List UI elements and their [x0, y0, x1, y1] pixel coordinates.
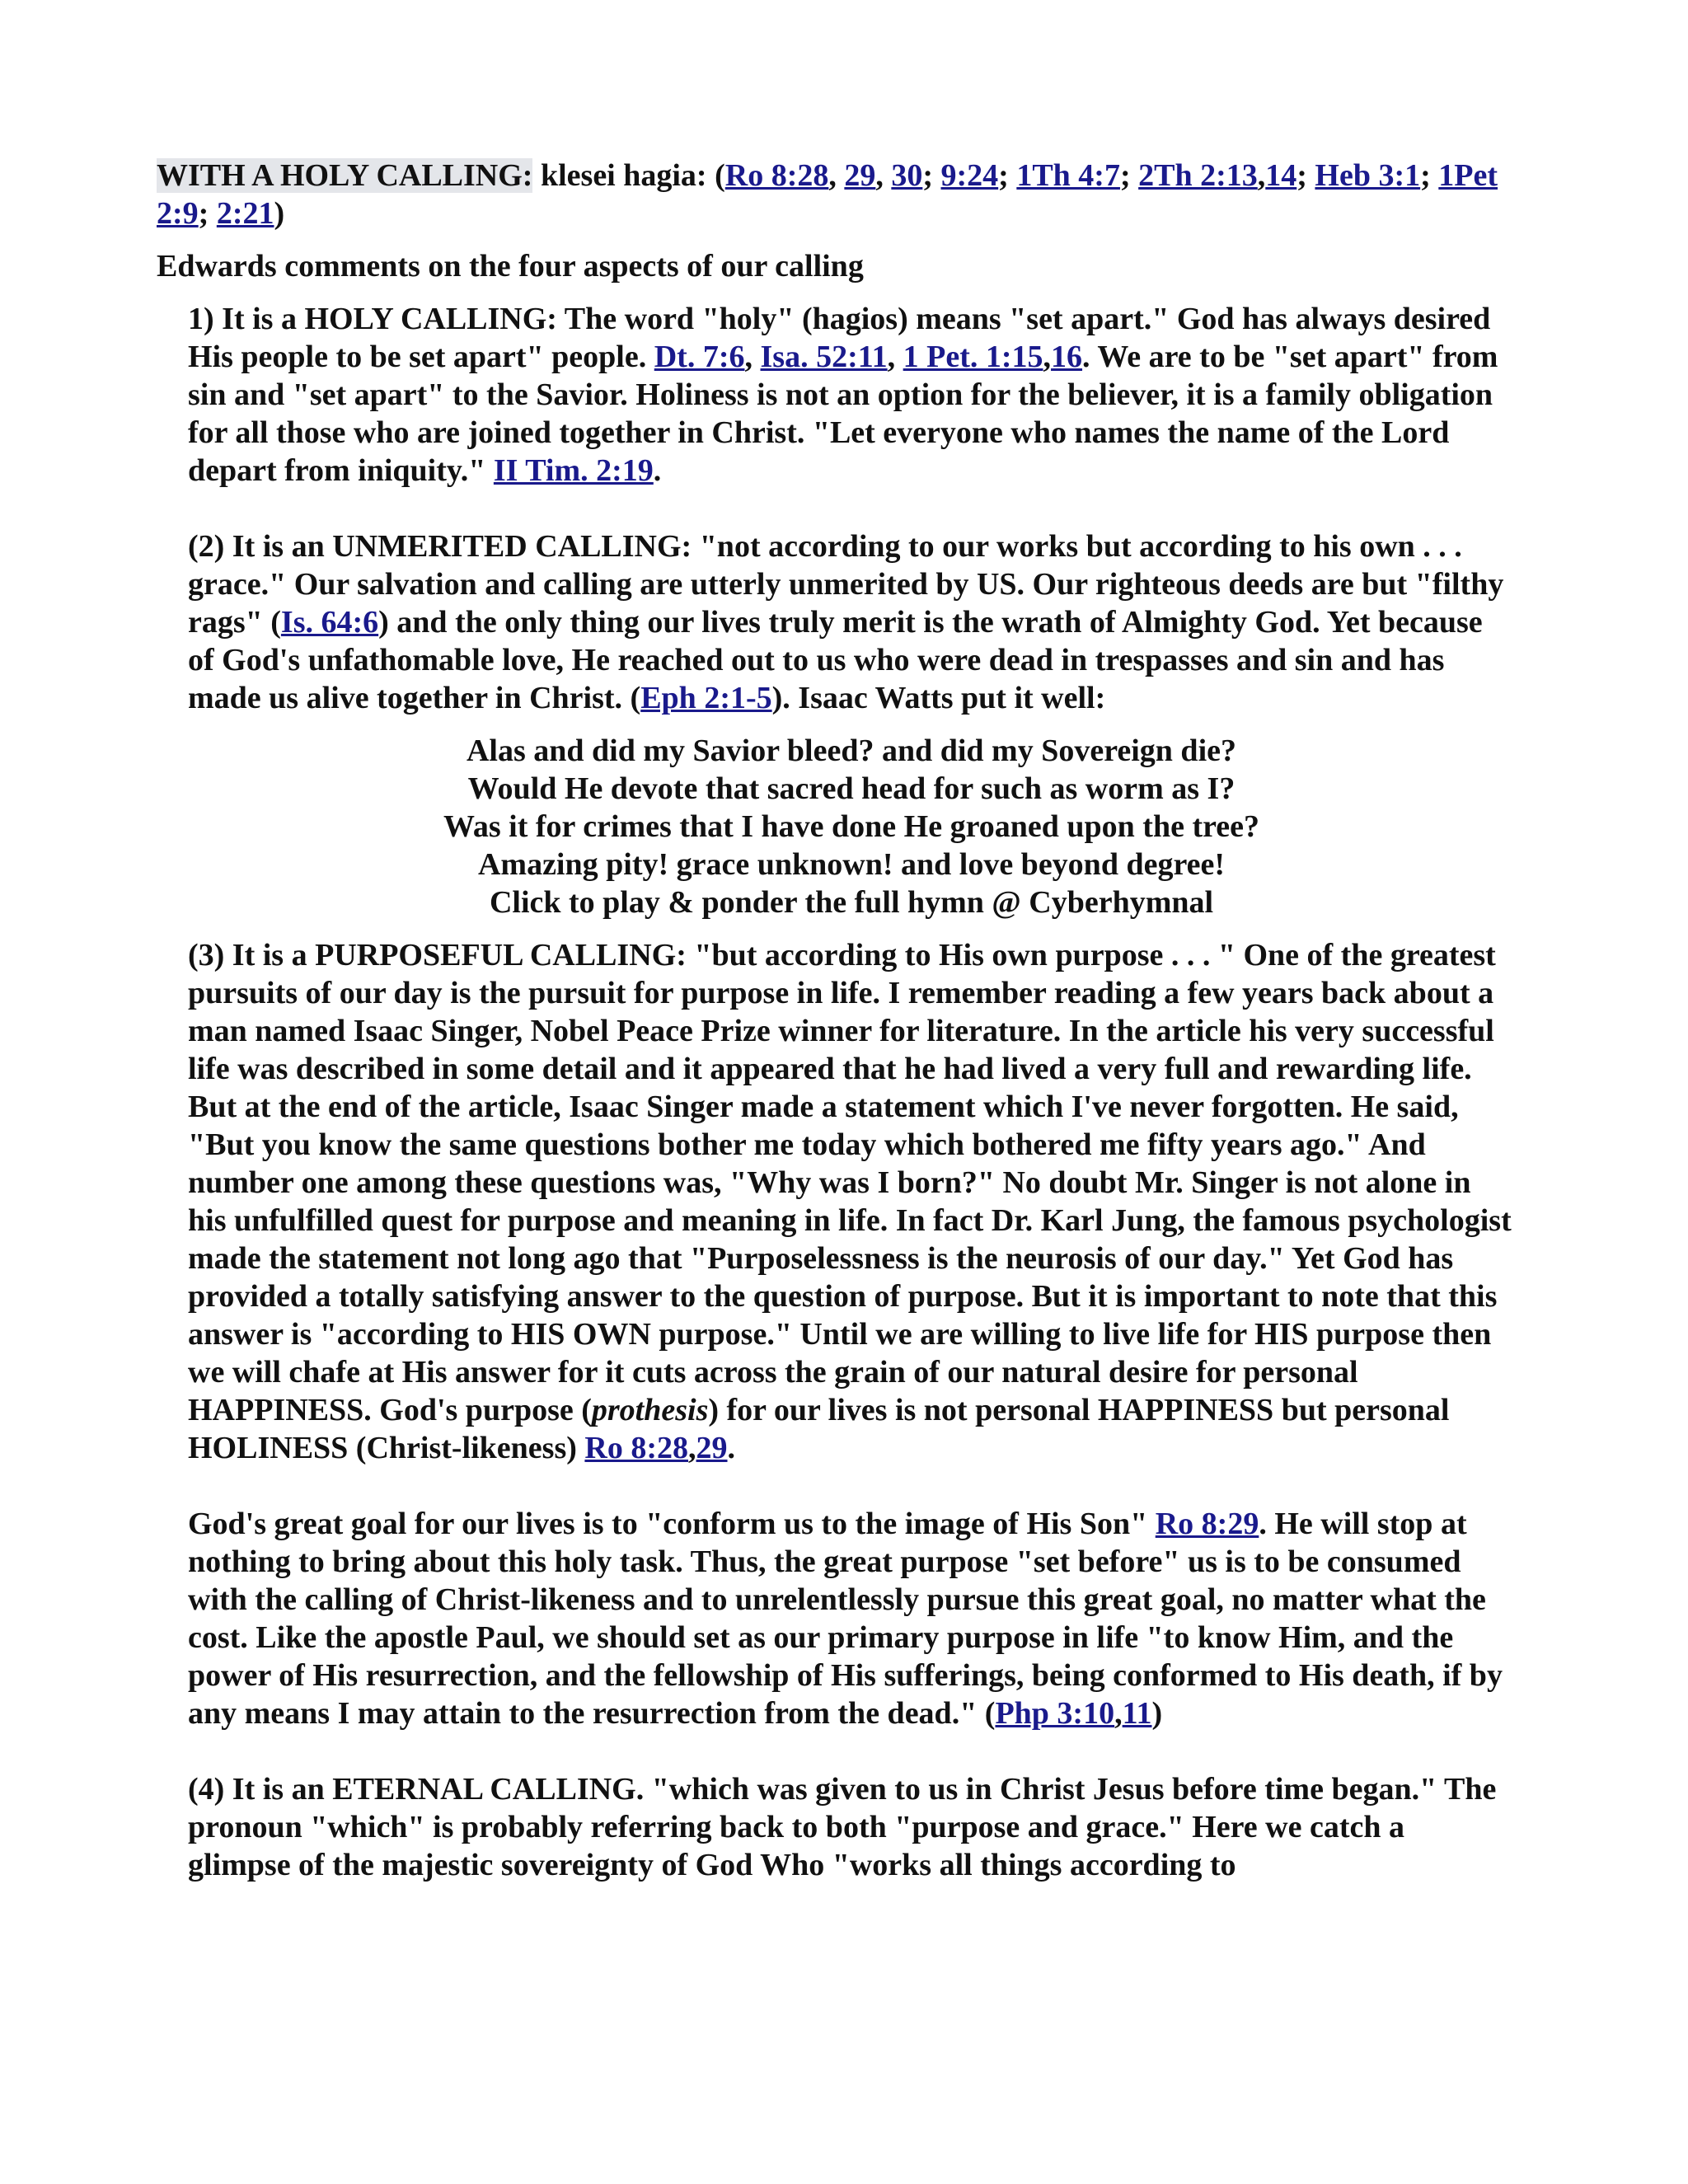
ref-link-ro-8-28[interactable]: Ro 8:28: [724, 158, 829, 193]
paragraph-eternal-calling: [188, 1770, 1515, 1884]
p5-text-1: (4) It is an ETERNAL CALLING. "which was given to us in Christ Jesus before time began." The pronoun "which" is probably referring back to both "purpose and grace." Here we catch a glimpse of the majestic sovereignty of God Who "works all things according to: [188, 1772, 1497, 1882]
hymn-line: Would He devote that sacred head for such as worm as I?: [467, 771, 1236, 806]
aspects-list: [157, 300, 1515, 1884]
hymn-line: Was it for crimes that I have done He groaned upon the tree?: [443, 809, 1260, 844]
ref-link-14[interactable]: 14: [1265, 158, 1297, 193]
paragraph-holy-calling: 1) It is a HOLY CALLING: The word "holy" (hagios) means "set apart." God has always desired His people to be set apart" people. Dt. 7:6, Isa. 52:11, 1 Pet. 1:15,16. We are to be "set apart" from sin and "set apart" to the Savior. Holiness is not an option for the believer, it is a family obligation for all those who are joined together in Christ. "Let everyone who names the name of the Lord depart from iniquity." II Tim. 2:19.: [188, 302, 1498, 488]
p2-text-3: ). Isaac Watts put it well:: [771, 681, 1106, 715]
ref-link-2-21[interactable]: 2:21: [216, 196, 274, 231]
p3-text-2: ) for our lives is not personal HAPPINESS but personal HOLINESS (Christ-likeness): [188, 1393, 1450, 1465]
intro-text: Edwards comments on the four aspects of our calling: [157, 249, 864, 284]
ref-link-1th-4-7[interactable]: 1Th 4:7: [1016, 158, 1120, 193]
ref-link-29b[interactable]: 29: [696, 1431, 728, 1465]
p4-text-2: . He will stop at nothing to bring about this holy task. Thus, the great purpose "set before" us is to be consumed with the calling of Christ-likeness and to unrelentlessly pursue this great goal, no matter what the cost. Like the apostle Paul, we should set as our primary purpose in life "to know Him, and the power of His resurrection, and the fellowship of His sufferings, being conformed to His death, if by any means I may attain to the resurrection from the dead." (: [188, 1507, 1503, 1731]
p4-text-1: God's great goal for our lives is to "conform us to the image of His Son": [188, 1507, 1156, 1541]
ref-link-ro-8-29[interactable]: Ro 8:29: [1155, 1507, 1259, 1541]
hymn-line: Amazing pity! grace unknown! and love beyond degree!: [477, 847, 1226, 882]
ref-link-php-3-10[interactable]: Php 3:10: [995, 1696, 1115, 1731]
ref-link-eph-2-1-5[interactable]: Eph 2:1-5: [640, 681, 772, 715]
p1-text-3: .: [653, 453, 662, 488]
ref-link-heb-3-1[interactable]: Heb 3:1: [1315, 158, 1421, 193]
ref-link-30[interactable]: 30: [891, 158, 923, 193]
p1-text-1: 1) It is a HOLY CALLING: The word "holy" (hagios) means "set apart." God has always desired His people to be set apart" people.: [188, 302, 1491, 374]
heading-greek: klesei hagia: (: [532, 158, 725, 193]
ref-link-dt-7-6[interactable]: Dt. 7:6: [654, 340, 745, 374]
ref-link-is-64-6[interactable]: Is. 64:6: [280, 605, 379, 640]
hymn-quote: [188, 732, 1515, 921]
section-heading: WITH A HOLY CALLING: klesei hagia: (Ro 8:28, 29, 30; 9:24; 1Th 4:7; 2Th 2:13,14; Heb 3:1; 1Pet 2:9; 2:21): [157, 158, 1498, 231]
paragraph-gods-goal: God's great goal for our lives is to "conform us to the image of His Son" Ro 8:29. He will stop at nothing to bring about this holy task. Thus, the great purpose "set before" us is to be consumed with the calling of Christ-likeness and to unrelentlessly pursue this great goal, no matter what the cost. Like the apostle Paul, we should set as our primary purpose in life "to know Him, and the power of His resurrection, and the fellowship of His sufferings, being conformed to His death, if by any means I may attain to the resurrection from the dead." (Php 3:10,11): [188, 1507, 1503, 1731]
ref-link-1pet-1-15[interactable]: 1 Pet. 1:15: [903, 340, 1043, 374]
paragraph-unmerited-calling: [188, 527, 1515, 717]
ref-link-11[interactable]: 11: [1122, 1696, 1152, 1731]
p2-text-2: ) and the only thing our lives truly merit is the wrath of Almighty God. Yet because of God's unfathomable love, He reached out to us who were dead in trespasses and sin and has made us alive together in Christ. (: [188, 605, 1483, 715]
heading-label: WITH A HOLY CALLING:: [157, 158, 533, 193]
ref-link-ro-8-28b[interactable]: Ro 8:28: [584, 1431, 689, 1465]
ref-link-isa-52-11[interactable]: Isa. 52:11: [760, 340, 888, 374]
p2-text-1: (2) It is an UNMERITED CALLING: "not according to our works but according to his own . . . grace." Our salvation and calling are utterly unmerited by US. Our righteous deeds are but "filthy rags" (: [188, 529, 1504, 640]
p3-text-3: .: [727, 1431, 736, 1465]
ref-link-9-24[interactable]: 9:24: [940, 158, 999, 193]
paragraph-purposeful-calling: (3) It is a PURPOSEFUL CALLING: "but according to His own purpose . . . " One of the greatest pursuits of our day is the pursuit for purpose in life. I remember reading a few years back about a man named Isaac Singer, Nobel Peace Prize winner for literature. In the article his very successful life was described in some detail and it appeared that he had lived a very full and rewarding life. But at the end of the article, Isaac Singer made a statement which I've never forgotten. He said, "But you know the same questions bother me today which bothered me fifty years ago." And number one among these questions was, "Why was I born?" No doubt Mr. Singer is not alone in his unfulfilled quest for purpose and meaning in life. In fact Dr. Karl Jung, the famous psychologist made the statement not long ago that "Purposelessness is the neurosis of our day." Yet God has provided a totally satisfying answer to the question of purpose. But it is important to note that this answer is "according to HIS OWN purpose." Until we are willing to live life for HIS purpose then we will chafe at His answer for it cuts across the grain of our natural desire for personal HAPPINESS. God's purpose (prothesis) for our lives is not personal HAPPINESS but personal HOLINESS (Christ-likeness) Ro 8:28,29.: [188, 938, 1512, 1465]
p3-text-1: (3) It is a PURPOSEFUL CALLING: "but according to His own purpose . . . " One of the greatest pursuits of our day is the pursuit for purpose in life. I remember reading a few years back about a man named Isaac Singer, Nobel Peace Prize winner for literature. In the article his very successful life was described in some detail and it appeared that he had lived a very full and rewarding life. But at the end of the article, Isaac Singer made a statement which I've never forgotten. He said, "But you know the same questions bother me today which bothered me fifty years ago." And number one among these questions was, "Why was I born?" No doubt Mr. Singer is not alone in his unfulfilled quest for purpose and meaning in life. In fact Dr. Karl Jung, the famous psychologist made the statement not long ago that "Purposelessness is the neurosis of our day." Yet God has provided a totally satisfying answer to the question of purpose. But it is important to note that this answer is "according to HIS OWN purpose." Until we are willing to live life for HIS purpose then we will chafe at His answer for it cuts across the grain of our natural desire for personal HAPPINESS. God's purpose (: [188, 938, 1512, 1427]
ref-link-2th-2-13[interactable]: 2Th 2:13: [1138, 158, 1258, 193]
hymn-line: Alas and did my Savior bleed? and did my Sovereign die?: [466, 733, 1236, 768]
greek-term: prothesis: [591, 1393, 709, 1427]
p1-text-2: . We are to be "set apart" from sin and "set apart" to the Savior. Holiness is not an option for the believer, it is a family obligation for all those who are joined together in Christ. "Let everyone who names the name of the Lord depart from iniquity.": [188, 340, 1498, 488]
ref-link-2tim-2-19[interactable]: II Tim. 2:19: [493, 453, 654, 488]
p4-text-3: ): [1151, 1696, 1163, 1731]
ref-link-29[interactable]: 29: [844, 158, 876, 193]
hymn-play-link[interactable]: Click to play & ponder the full hymn @ Cyberhymnal: [489, 885, 1214, 920]
ref-link-16[interactable]: 16: [1051, 340, 1083, 374]
ref-link-1pet-2-9[interactable]: 1Pet 2:9: [157, 158, 1498, 231]
